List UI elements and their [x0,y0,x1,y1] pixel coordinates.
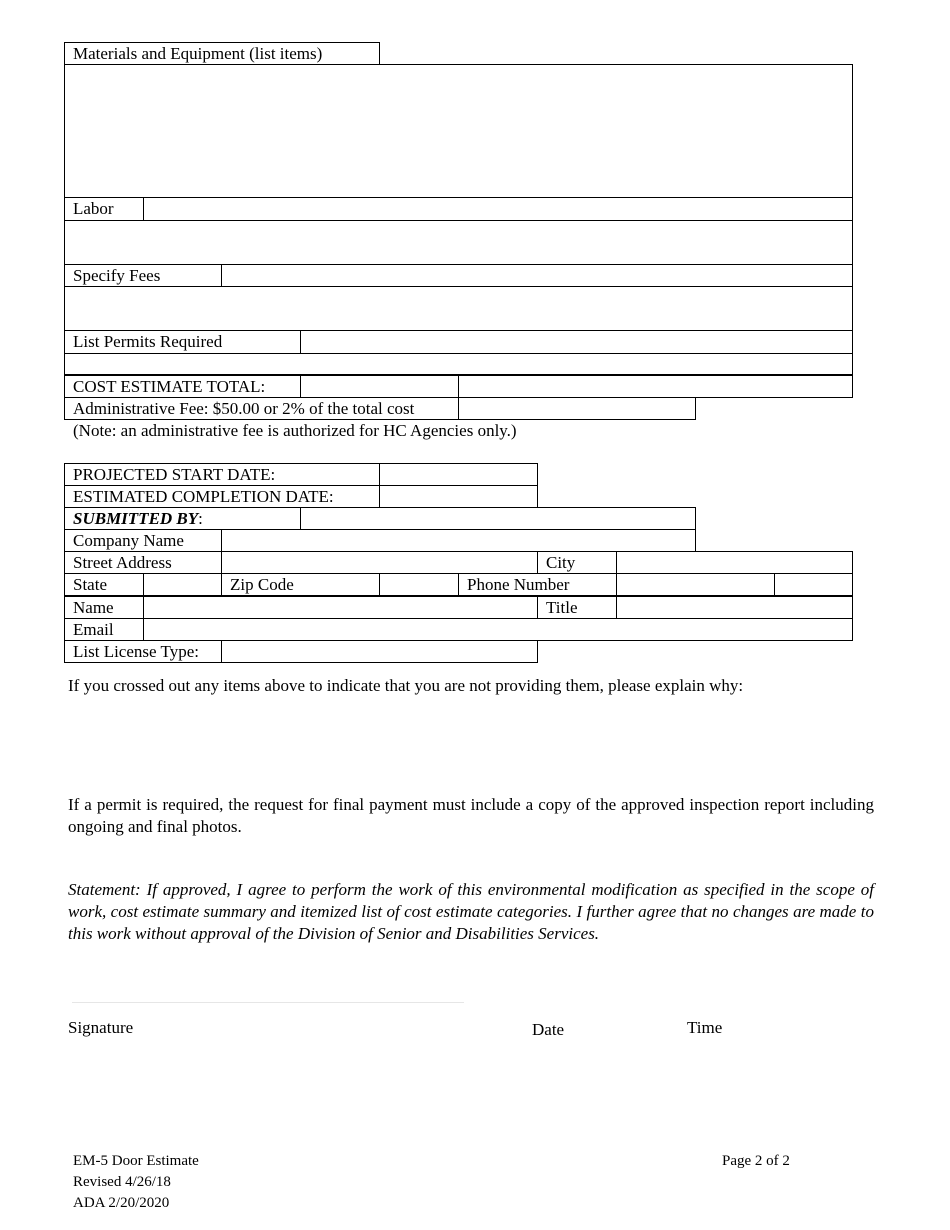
permits-details-area[interactable] [64,353,853,375]
zip-code-field[interactable] [379,573,459,596]
permits-field[interactable] [300,330,853,354]
completion-date-label: ESTIMATED COMPLETION DATE: [73,487,334,506]
start-date-label: PROJECTED START DATE: [73,465,276,484]
materials-list-area[interactable] [64,64,853,198]
state-label-cell [64,573,144,596]
fees-details-area[interactable] [64,286,853,331]
email-label-cell [64,618,144,641]
admin-fee-field[interactable] [458,397,696,420]
signature-label: Signature [68,1018,134,1037]
title-label-cell [537,596,617,619]
phone-number-field[interactable] [616,573,775,596]
footer-ada: ADA 2/20/2020 [73,1195,170,1211]
company-name-label-cell [64,529,222,552]
name-label-cell [64,596,144,619]
license-type-field[interactable] [221,640,538,663]
name-field[interactable] [143,596,538,619]
admin-fee-note: (Note: an administrative fee is authorized for HC Agencies only.) [73,421,517,440]
signature-line[interactable] [72,1002,464,1003]
fees-field[interactable] [221,264,853,287]
cost-total-extra-field[interactable] [458,375,853,398]
labor-details-area[interactable] [64,220,853,265]
labor-label: Labor [73,199,114,218]
license-type-label: List License Type: [73,642,199,661]
footer-page-number: Page 2 of 2 [722,1153,790,1169]
phone-extra-field[interactable] [774,573,853,596]
cost-total-field[interactable] [300,375,459,398]
submitted-by-label: SUBMITTED BY: [73,509,203,528]
title-label: Title [546,598,578,617]
license-type-label-cell [64,640,222,663]
phone-number-label: Phone Number [467,575,570,594]
phone-number-label-cell [458,573,617,596]
street-address-field[interactable] [221,551,538,574]
admin-fee-label-cell [64,397,459,420]
state-field[interactable] [143,573,222,596]
time-label: Time [687,1018,723,1037]
crossed-out-explanation-text: If you crossed out any items above to indicate that you are not providing them, please explain why: [68,676,744,695]
zip-code-label-cell [221,573,380,596]
submitted-by-label-cell [64,507,301,530]
footer-revised: Revised 4/26/18 [73,1174,171,1190]
state-label: State [73,575,107,594]
fees-label-cell [64,264,222,287]
zip-code-label: Zip Code [230,575,294,594]
company-name-field[interactable] [221,529,696,552]
footer-form-name: EM-5 Door Estimate [73,1153,199,1169]
name-label: Name [73,598,114,617]
completion-date-label-cell [64,485,380,508]
statement-text: Statement: If approved, I agree to perform the work of this environmental modification as specified in the scope of work, cost estimate summary and itemized list of cost estimate categories. I further agree that no changes are made to this work without approval of the Division of Senior and Disabilities Services. [68,880,874,943]
email-label: Email [73,620,114,639]
city-label-cell [537,551,617,574]
materials-label: Materials and Equipment (list items) [73,44,323,63]
cost-total-label: COST ESTIMATE TOTAL: [73,377,266,396]
permits-label: List Permits Required [73,332,223,351]
cost-total-label-cell [64,375,301,398]
city-label: City [546,553,576,572]
admin-fee-label: Administrative Fee: $50.00 or 2% of the total cost [73,399,415,418]
start-date-label-cell [64,463,380,486]
company-name-label: Company Name [73,531,184,550]
title-field[interactable] [616,596,853,619]
materials-label-cell [64,42,380,65]
labor-label-cell [64,197,144,221]
labor-field[interactable] [143,197,853,221]
email-field[interactable] [143,618,853,641]
start-date-field[interactable] [379,463,538,486]
completion-date-field[interactable] [379,485,538,508]
fees-label: Specify Fees [73,266,161,285]
permit-requirement-text: If a permit is required, the request for final payment must include a copy of the approved inspection report including ongoing and final photos. [68,795,874,836]
date-label: Date [532,1020,565,1039]
permits-label-cell [64,330,301,354]
city-field[interactable] [616,551,853,574]
submitted-by-field[interactable] [300,507,696,530]
street-address-label: Street Address [73,553,172,572]
street-address-label-cell [64,551,222,574]
